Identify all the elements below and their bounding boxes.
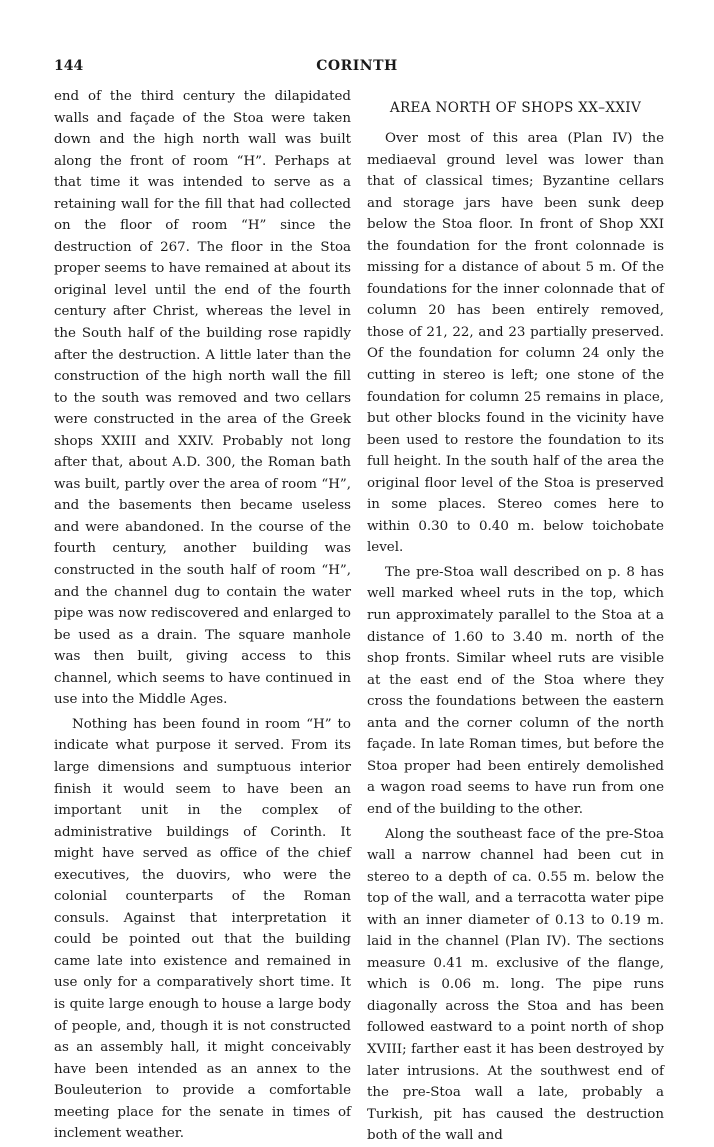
page-number: 144 bbox=[54, 58, 84, 74]
right-paragraph-2: The pre-Stoa wall described on p. 8 has well marked wheel ruts in the top, which run approximately parallel to the Stoa at a distance of 1.60 to 3.40 m. north of the shop fronts. Similar wheel ruts are visible at the east end of the Stoa where they cross the foundations between the eastern anta and the corner column of the north façade. In late Roman times, but before the Stoa proper had been entirely demolished a wagon road seems to have run from one end of the building to the other. bbox=[367, 564, 664, 817]
right-column bbox=[367, 86, 664, 1147]
left-paragraph-2: Nothing has been found in room “H” to indicate what purpose it served. From its large dimensions and sumptuous interior finish it would seem to have been an important unit in the complex of administrative buildings of Corinth. It might have served as office of the chief executives, the duovirs, who were the colonial counterparts of the Roman consuls. Against that interpretation it could be pointed out that the building came late into existence and remained in use only for a comparatively short time. It is quite large enough to house a large body of people, and, though it is not constructed as an assembly hall, it might conceivably have been intended as an annex to the Bouleuterion to provide a comfortable meeting place for the senate in times of inclement weather. bbox=[54, 716, 351, 1142]
left-paragraph-1: end of the third century the dilapidated walls and façade of the Stoa were taken down and the high north wall was built along the front of room “H”. Perhaps at that time it was intended to serve as a retaining wall for the fill that had collected on the floor of room “H” since the destruction of 267. The floor in the Stoa proper seems to have remained at about its original level until the end of the fourth century after Christ, whereas the level in the South half of the building rose rapidly after the destruction. A little later than the construction of the high north wall the fill to the south was removed and two cellars were constructed in the area of the Greek shops XXIII and XXIV. Probably not long after that, about A.D. 300, the Roman bath was built, partly over the area of room “H”, and the basements then became useless and were abandoned. In the course of the fourth century, another building was constructed in the south half of room “H”, and the channel dug to contain the water pipe was now rediscovered and enlarged to be used as a drain. The square manhole was then built, giving access to this channel, which seems to have continued in use into the Middle Ages. bbox=[54, 89, 351, 708]
right-paragraph-3: Along the southeast face of the pre-Stoa wall a narrow channel had been cut in stereo to a depth of ca. 0.55 m. below the top of the wall, and a terracotta water pipe with an inner diameter of 0.13 to 0.19 m. laid in the channel (Plan IV). The sections measure 0.41 m. exclusive of the flange, which is 0.06 m. long. The pipe runs diagonally across the Stoa and has been followed eastward to a point north of shop XVIII; farther east it has been destroyed by later intrusions. At the southwest end of the pre-Stoa wall a late, probably a Turkish, pit has caused the destruction both of the wall and bbox=[367, 826, 664, 1144]
left-column bbox=[54, 86, 351, 1145]
right-paragraph-1: Over most of this area (Plan IV) the mediaeval ground level was lower than that of classical times; Byzantine cellars and storage jars have been sunk deep below the Stoa floor. In front of Shop XXI the foundation for the front colonnade is missing for a distance of about 5 m. Of the foundations for the inner colonnade that of column 20 has been entirely removed, those of 21, 22, and 23 partially preserved. Of the foundation for column 24 only the cutting in stereo is left; one stone of the foundation for column 25 remains in place, but other blocks found in the vicinity have been used to restore the foundation to its full height. In the south half of the area the original floor level of the Stoa is preserved in some places. Stereo comes here to within 0.30 to 0.40 m. below toichobate level. bbox=[367, 131, 664, 556]
section-heading: AREA NORTH OF SHOPS XX–XXIV bbox=[389, 100, 642, 116]
running-head: CORINTH bbox=[316, 58, 398, 74]
